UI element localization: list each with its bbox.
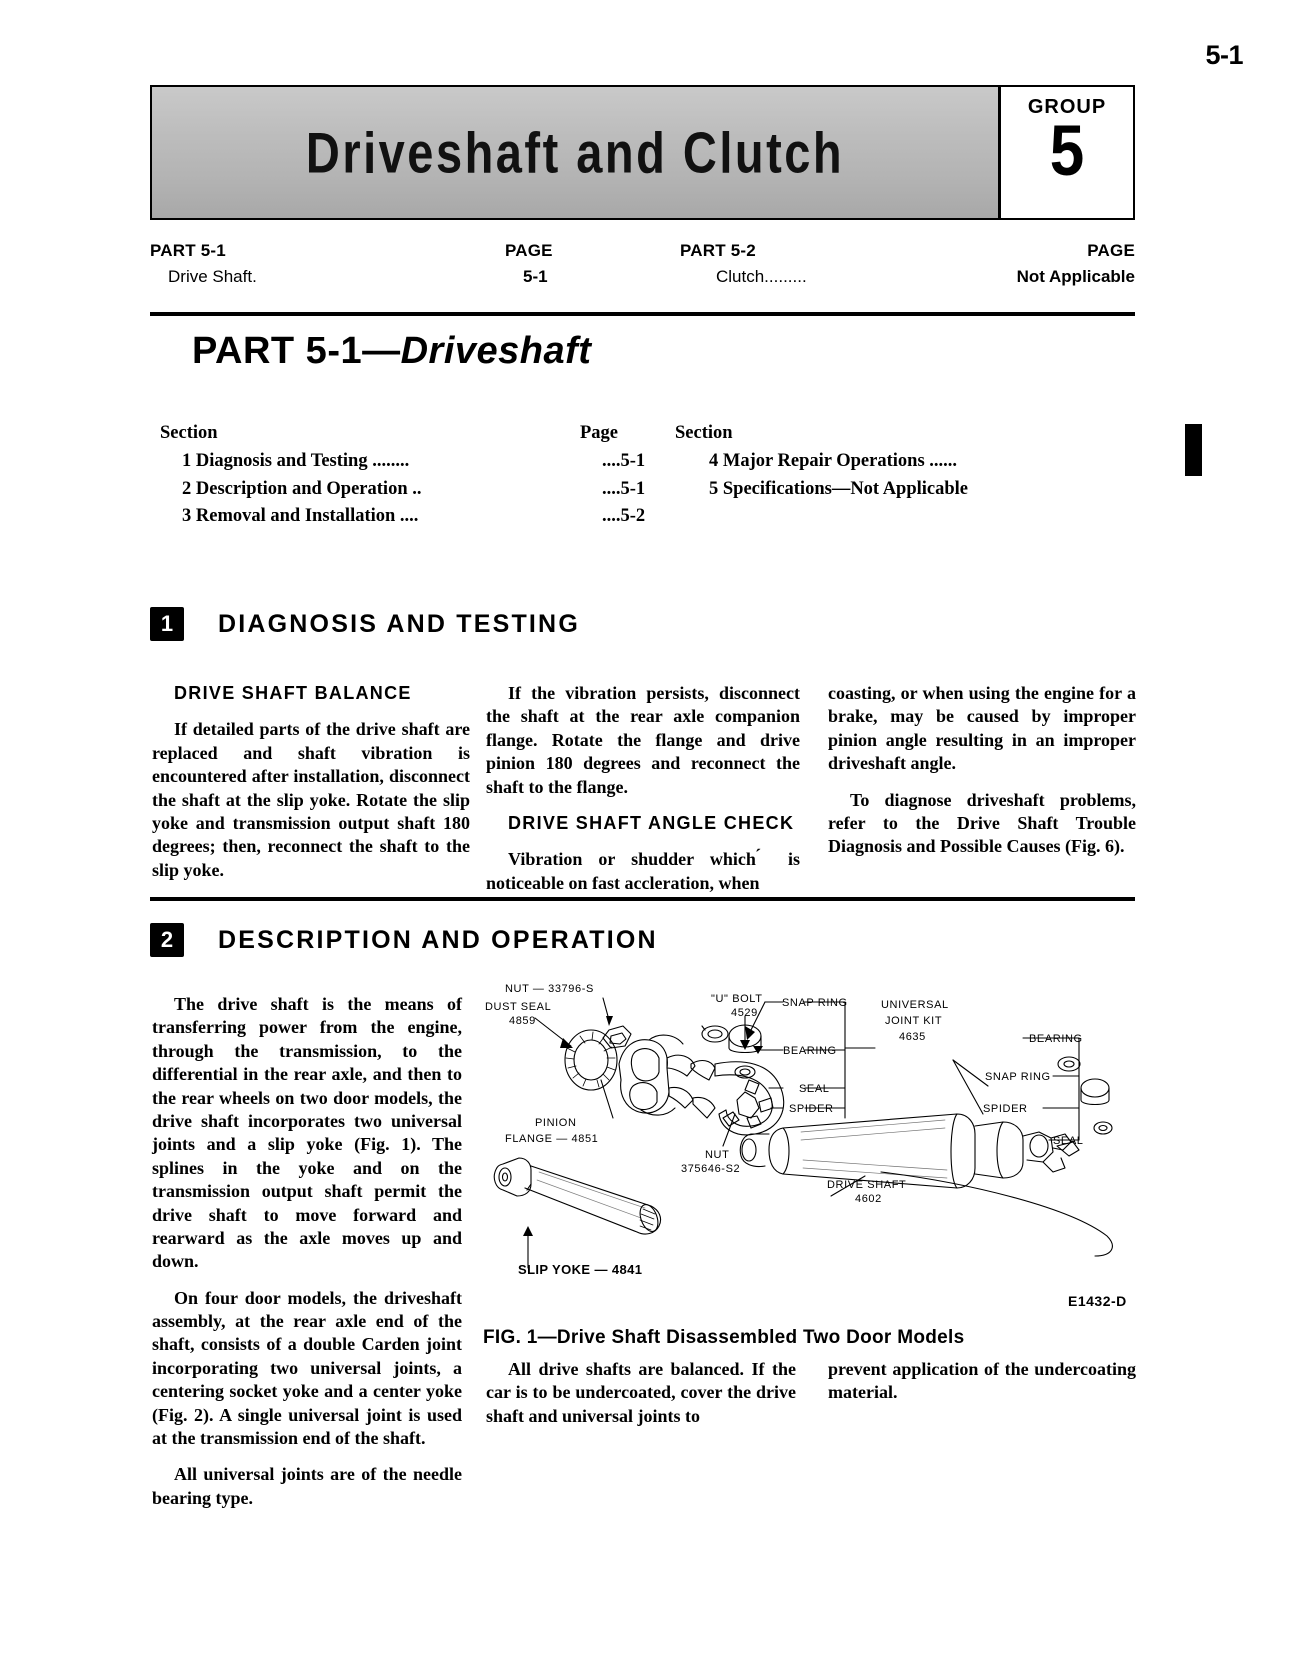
section2-column-2 [486,1358,796,1441]
callout-seal-left: SEAL [799,1083,830,1095]
callout-pinion-flange-line1: PINION [535,1117,577,1129]
callout-u-bolt: "U" BOLT [711,993,763,1005]
section2-column-1 [152,993,462,1523]
group-label: GROUP [1027,96,1107,118]
parts-index [150,238,1135,291]
part-5-1-name: Drive Shaft. [168,267,257,287]
page-value-right: Not Applicable [1016,267,1135,287]
section-title-text: DESCRIPTION AND OPERATION [218,925,658,954]
contents-page-3: ....5-2 [602,506,646,527]
callout-dust-seal-number: 4859 [509,1015,536,1027]
contents-page-1: ....5-1 [602,450,646,471]
contents-page-2: ....5-1 [602,478,646,499]
contents-row [160,448,1140,476]
callout-bearing-right: BEARING [1029,1033,1083,1045]
paragraph: All drive shafts are balanced. If the car is to be undercoated, cover the drive shaft and universal joints to [486,1359,796,1426]
masthead-title-panel [152,87,1001,218]
contents-item-3[interactable]: 3 Removal and Installation .... [182,506,419,527]
subhead-drive-shaft-balance: DRIVE SHAFT BALANCE [174,683,412,703]
page-label-left: PAGE [505,241,553,260]
contents-section-header-left: Section [160,423,218,443]
callout-dust-seal: DUST SEAL [485,1001,552,1013]
callout-seal-right: SEAL [1053,1135,1084,1147]
thumb-index-tab [1185,424,1202,476]
contents-item-2[interactable]: 2 Description and Operation .. [182,478,422,499]
paragraph: On four door models, the driveshaft assembly, at the rear axle end of the shaft, consists of a double Carden joint incorporating two universal joints, a centering socket yoke and a center yoke (Fig. 2). A single universal joint is used at the transmission end of the shaft. [152,1287,462,1449]
callout-nut-375646-number: 375646-S2 [681,1163,741,1175]
figure-1-svg [483,968,1143,1288]
section-heading-description [150,923,658,957]
callout-drive-shaft: DRIVE SHAFT [827,1179,907,1191]
contents-section-header-right: Section [675,423,733,443]
part-title-prefix: PART 5-1— [192,330,401,372]
figure-code: E1432-D [1068,1293,1127,1309]
page-label-right: PAGE [1087,241,1135,260]
callout-universal-joint-kit-line1: UNIVERSAL [881,999,949,1011]
section-contents [160,420,1140,531]
section-number-badge: 2 [150,923,184,957]
group-number: 5 [1049,111,1085,192]
paragraph: Vibration or shudder which ́ is noticeable on fast accleration, when [486,849,800,893]
paragraph: If the vibration persists, disconnect the shaft at the rear axle companion flange. Rotate the flange and drive pinion 180 degrees and reconnect the shaft to the flange. [486,683,800,797]
callout-snap-ring-left: SNAP RING [782,997,848,1009]
callout-pinion-flange-line2: FLANGE — 4851 [505,1133,599,1145]
page-number: 5-1 [1205,40,1243,70]
contents-page-header: Page [580,423,619,443]
paragraph: The drive shaft is the means of transferring power from the engine, through the transmission, to the differential in the rear axle, and then to the rear wheels on two door models, the drive shaft incorporates two universal joints and a slip yoke (Fig. 1). The splines in the yoke and on the transmission output shaft permit the drive shaft to move forward and rearward as the axle moves up and down. [152,994,462,1272]
section1-column-3 [828,682,1136,872]
subhead-drive-shaft-angle-check: DRIVE SHAFT ANGLE CHECK [508,812,795,833]
figure-1-exploded-driveshaft [483,968,1143,1288]
contents-item-4[interactable]: 4 Major Repair Operations ...... [709,450,958,471]
masthead-banner [150,85,1135,220]
part-5-2-label: PART 5-2 [680,241,756,260]
contents-item-5[interactable]: 5 Specifications—Not Applicable [709,478,969,499]
paragraph: If detailed parts of the drive shaft are replaced and shaft vibration is encountered after installation, disconnect the shaft at the slip yoke. Rotate the slip yoke and transmission output shaft 180 degrees; then, reconnect the shaft to the slip yoke. [152,719,470,880]
masthead-title-text: Driveshaft and Clutch [305,120,845,185]
section1-column-2 [486,682,800,908]
contents-row [160,476,1140,504]
paragraph: coasting, or when using the engine for a brake, may be caused by improper pinion angle resulting in an improper driveshaft angle. [828,683,1136,774]
callout-universal-joint-kit-line2: JOINT KIT [885,1015,943,1027]
section-heading-diagnosis [150,607,580,641]
divider-under-parts-index [150,312,1135,316]
page-value-left: 5-1 [523,267,548,287]
page-title [192,330,591,373]
section1-column-1 [152,682,470,895]
paragraph: To diagnose driveshaft problems, refer to the Drive Shaft Trouble Diagnosis and Possible Causes (Fig. 6). [828,789,1136,857]
figure-caption: FIG. 1—Drive Shaft Disassembled Two Door Models [483,1327,965,1348]
section-number-badge: 1 [150,607,184,641]
callout-bearing-left: BEARING [783,1045,837,1057]
parts-index-header-row [150,238,1135,264]
divider-above-section-2 [150,897,1135,901]
callout-slip-yoke: SLIP YOKE — 4841 [518,1262,643,1277]
group-badge [1001,87,1133,218]
callout-snap-ring-right: SNAP RING [985,1071,1051,1083]
callout-universal-joint-kit-number: 4635 [899,1031,926,1043]
contents-header-row [160,420,1140,448]
section2-column-3 [828,1358,1136,1418]
parts-index-value-row [150,264,1135,290]
part-5-1-label: PART 5-1 [150,241,226,260]
section-title-text: DIAGNOSIS AND TESTING [218,609,580,638]
part-title-name: Driveshaft [400,330,592,372]
callout-drive-shaft-number: 4602 [855,1193,882,1205]
contents-row [160,503,1140,531]
paragraph: prevent application of the undercoating material. [828,1359,1136,1403]
callout-nut-375646: NUT [705,1149,730,1161]
paragraph: All universal joints are of the needle bearing type. [152,1464,462,1508]
callout-nut-33796: NUT — 33796-S [505,983,594,995]
callout-spider-left: SPIDER [789,1103,834,1115]
callout-u-bolt-number: 4529 [731,1007,758,1019]
contents-item-1[interactable]: 1 Diagnosis and Testing ........ [182,450,410,471]
callout-spider-right: SPIDER [983,1103,1028,1115]
part-5-2-name: Clutch......... [716,267,807,287]
